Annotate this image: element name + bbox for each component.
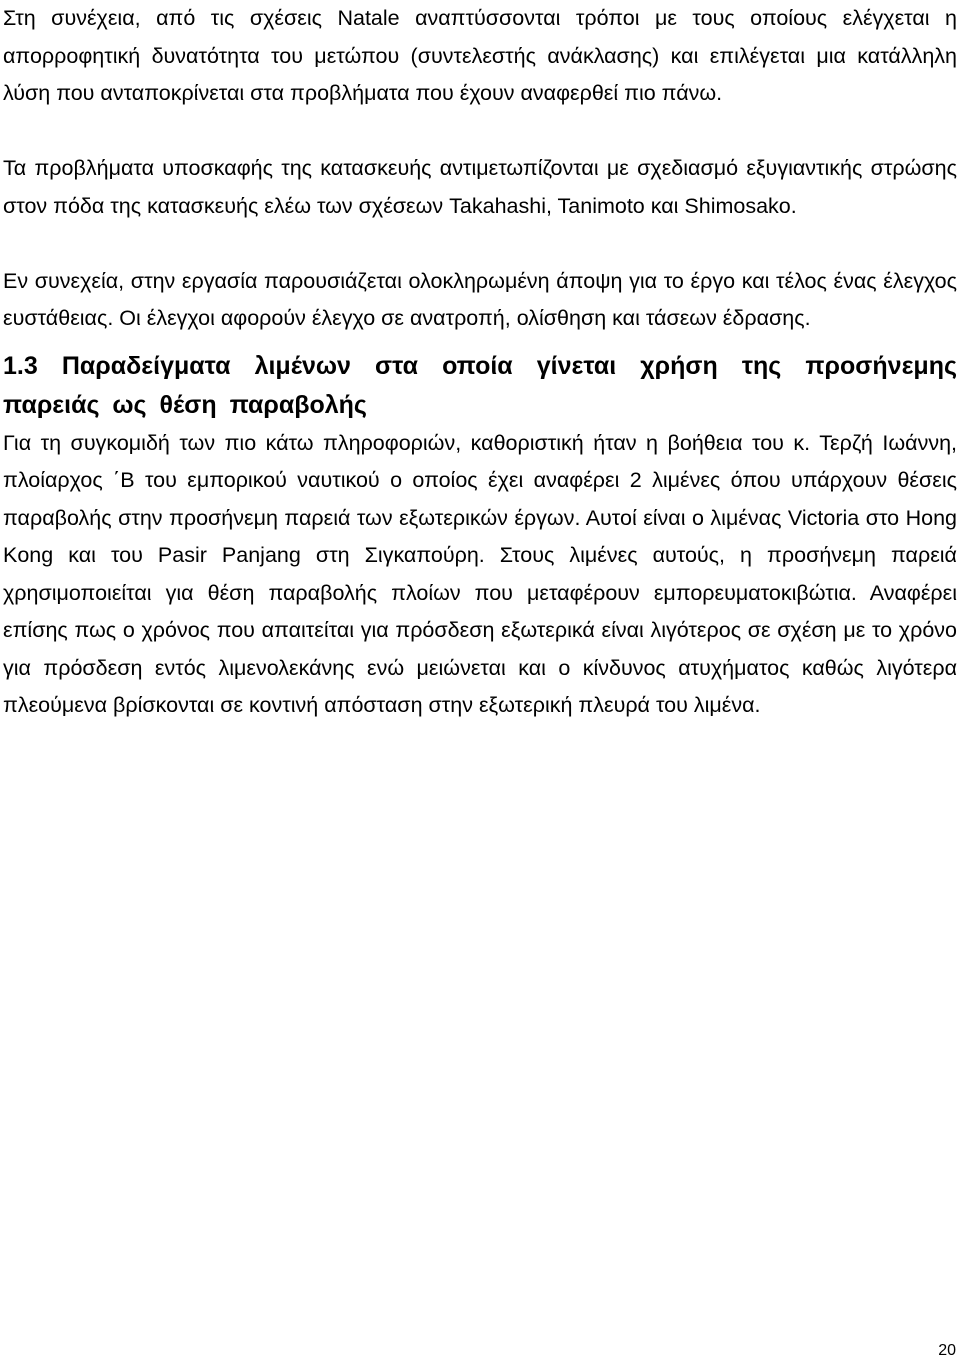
- paragraph-natale-relations: Στη συνέχεια, από τις σχέσεις Natale αναπτύσσονται τρόποι με τους οποίους ελέγχεται η απορροφητική δυνατότητα του μετώπου (συντελεστής ανάκλασης) και επιλέγεται μια κατάλληλη λύση που ανταποκρίνεται στα προβλήματα που έχουν αναφερθεί πιο πάνω.: [3, 6, 957, 105]
- page-content: [3, 0, 957, 725]
- page-number: 20: [938, 1342, 956, 1359]
- section-heading: 1.3 Παραδείγματα λιμένων στα οποία γίνεται χρήση της προσήνεμης παρειάς ως θέση παραβολής: [3, 351, 957, 419]
- section-body-paragraph: Για τη συγκομιδή των πιο κάτω πληροφοριών, καθοριστική ήταν η βοήθεια του κ. Τερζή Ιωάννη, πλοίαρχος ΄Β του εμπορικού ναυτικού ο οποίος έχει αναφέρει 2 λιμένες όπου υπάρχουν θέσεις παραβολής στην προσήνεμη παρειά των εξωτερικών έργων. Αυτοί είναι ο λιμένας Victoria στο Hong Kong και του Pasir Panjang στη Σιγκαπούρη. Στους λιμένες αυτούς, η προσήνεμη παρειά χρησιμοποιείται για θέση παραβολής πλοίων που μεταφέρουν εμπορευματοκιβώτια. Αναφέρει επίσης πως ο χρόνος που απαιτείται για πρόσδεση εξωτερικά είναι λιγότερος σε σχέση με το χρόνο για πρόσδεση εντός λιμενολεκάνης ενώ μειώνεται και ο κίνδυνος ατυχήματος καθώς λιγότερα πλεούμενα βρίσκονται σε κοντινή απόσταση στην εξωτερική πλευρά του λιμένα.: [3, 430, 957, 717]
- paragraph-stability-checks: Εν συνεχεία, στην εργασία παρουσιάζεται ολοκληρωμένη άποψη για το έργο και τέλος ένας έλεγχος ευστάθειας. Οι έλεγχοι αφορούν έλεγχο σε ανατροπή, ολίσθηση και τάσεων έδρασης.: [3, 268, 957, 330]
- paragraph-scour-problems: Τα προβλήματα υποσκαφής της κατασκευής αντιμετωπίζονται με σχεδιασμό εξυγιαντικής στρώσης στον πόδα της κατασκευής ελέω των σχέσεων Takahashi, Tanimoto και Shimosako.: [3, 156, 957, 218]
